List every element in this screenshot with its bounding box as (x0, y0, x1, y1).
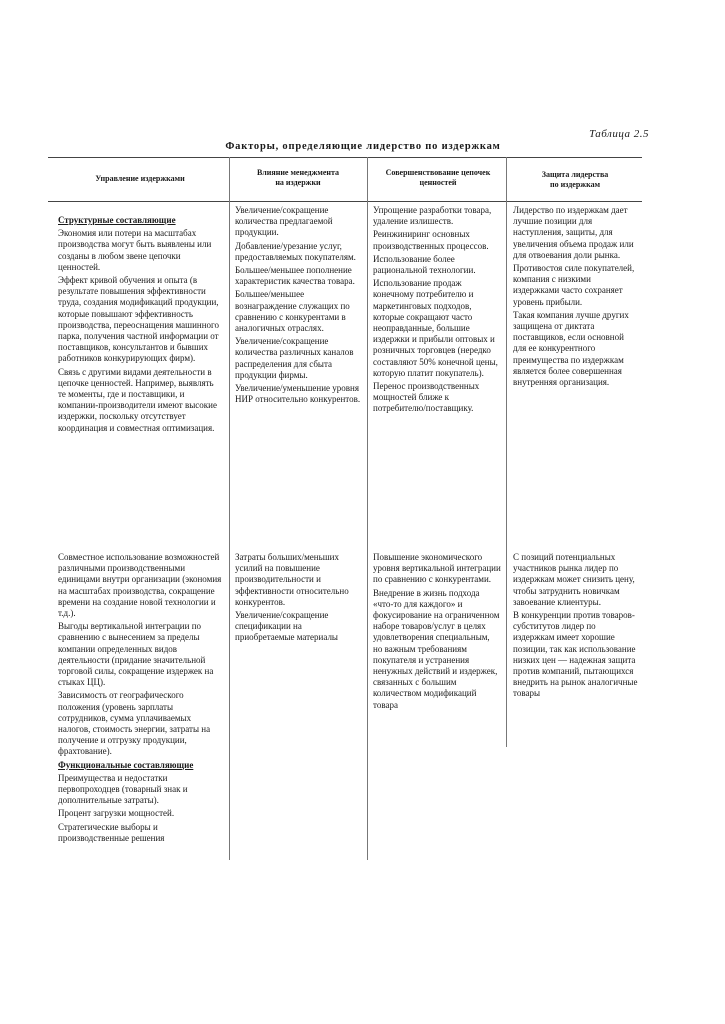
header-top-rule (48, 157, 642, 158)
paragraph: Затраты больших/меньших усилий на повышение производительности и эффективности относительно конкурентов. (235, 552, 349, 607)
paragraph: Увеличение/сокращение количества предлагаемой продукции. (235, 205, 333, 238)
cell-management-lower (235, 552, 363, 646)
structural-subheading: Структурные составляющие (58, 215, 176, 225)
paragraph: Внедрение в жизнь подхода «что-то для каждого» и фокусирование на ограниченном наборе товаров/услуг в целях удовлетворения специальным, но важным требованиям покупателя и устранения ненужных действий и издержек, связанных с большим количеством модификаций товара (373, 587, 500, 710)
paragraph: Процент загрузки мощностей. (58, 808, 175, 819)
header-leadership-protection: Защита лидерства по издержкам (541, 170, 609, 189)
paragraph: Упрощение разработки товара, удаление излишеств. (373, 205, 492, 227)
functional-subheading: Функциональные составляющие (58, 759, 194, 770)
cell-cost-management-upper (58, 215, 223, 436)
paragraph: Такая компания лучше других защищена от диктата поставщиков, если основной для ее конкурентного преимущества по издержкам является более совершенная внутренняя организация. (513, 309, 629, 388)
cell-cost-management-lower (58, 552, 223, 846)
paragraph: С позиций потенциальных участников рынка лидер по издержкам может снизить цену, чтобы затруднить новичкам завоевание клиентуры. (513, 552, 635, 607)
paragraph: Эффект кривой обучения и опыта (в результате повышения эффективности труда, создания модификаций продукции, которые повышают эффективность производства, переоснащения машинного парка, получения частной информации от поставщиков, консультантов и бывших работников конкурирующих фирм). (58, 275, 220, 364)
cell-leadership-lower (513, 552, 639, 702)
paragraph: Лидерство по издержкам дает лучшие позиции для наступления, защиты, для увеличения объема продаж или для отвоевания доли рынка. (513, 205, 634, 260)
paragraph: Преимущества и недостатки первопроходцев (товарный знак и дополнительные затраты). (58, 772, 188, 806)
cell-value-chain-upper (373, 205, 501, 417)
header-bottom-rule (48, 201, 642, 202)
column-divider (367, 157, 368, 860)
column-divider (506, 157, 507, 747)
paragraph: Большее/меньшее пополнение характеристик качества товара. (235, 265, 355, 287)
paragraph: Противостоя силе покупателей, компания с низкими издержками часто сохраняет уровень прибыли. (513, 263, 635, 307)
paragraph: Большее/меньшее вознаграждение служащих по сравнению с конкурентами в аналогичных отраслях. (235, 289, 350, 334)
paragraph: Перенос производственных мощностей ближе к потребителю/поставщику. (373, 381, 480, 414)
paragraph: Повышение экономического уровня вертикальной интеграции по сравнению с конкурентами. (373, 552, 501, 585)
paragraph: Реинжиниринг основных производственных процессов. (373, 229, 489, 251)
header-value-chain: Совершенствование цепочек ценностей (385, 168, 491, 187)
paragraph: Использование продаж конечному потребителю и маркетинговых подходов, которые сокращают часто неоправданные, большие издержки и прибыли оптовых и розничных торговцев (нередко составляют 50% конечной цены, которую платит покупатель). (373, 278, 498, 378)
paragraph: Выгоды вертикальной интеграции по сравнению с вынесением за пределы компании определенных видов деятельности (придание значительной торговой силы, сокращение издержек на стыках ЦЦ). (58, 621, 214, 688)
paragraph: Связь с другими видами деятельности в цепочке ценностей. Например, выявлять те моменты, где и поставщики, и компании-производители имеют высокие издержки, поскольку отсутствует координация и совместная оптимизация. (58, 366, 217, 433)
cell-management-upper (235, 205, 363, 407)
column-divider (229, 157, 230, 860)
header-cost-management: Управление издержками (95, 174, 185, 183)
paragraph: Увеличение/сокращение спецификации на приобретаемые материалы (235, 610, 338, 643)
cell-leadership-upper (513, 205, 639, 390)
paragraph: Использование более рациональной технологии. (373, 253, 476, 276)
paragraph: Увеличение/уменьшение уровня НИР относительно конкурентов. (235, 383, 361, 405)
paragraph: Добавление/урезание услуг, предоставляемых покупателям. (235, 240, 356, 262)
table-number: Таблица 2.5 (589, 128, 649, 140)
paragraph: Экономия или потери на масштабах производства могут быть выявлены или созданы в любом звене цепочки ценностей. (58, 228, 212, 272)
table-title: Факторы, определяющие лидерство по издержкам (225, 141, 501, 152)
paragraph: Стратегические выборы и производственные решения (58, 821, 165, 843)
header-management-influence: Влияние менеджмента на издержки (256, 168, 340, 187)
paragraph: В конкуренции против товаров-субститутов лидер по издержкам имеет хорошие позиции, так как использование низких цен — надежная защита против компаний, пытающихся внедрить на рынок аналогичные товары (513, 610, 638, 699)
paragraph: Увеличение/сокращение количества различных каналов распределения для сбыта продукции фирмы. (235, 336, 354, 380)
paragraph: Совместное использование возможностей различными производственными единицами внутри организации (экономия на масштабах производства, сокращение времени на создание новой технологии и т.д.). (58, 552, 222, 619)
paragraph: Зависимость от географического положения (уровень зарплаты сотрудников, сумма уплачиваемых налогов, стоимость энергии, затраты на получение и отгрузку продукции, фрахтование). (58, 690, 211, 757)
cell-value-chain-lower (373, 552, 501, 713)
